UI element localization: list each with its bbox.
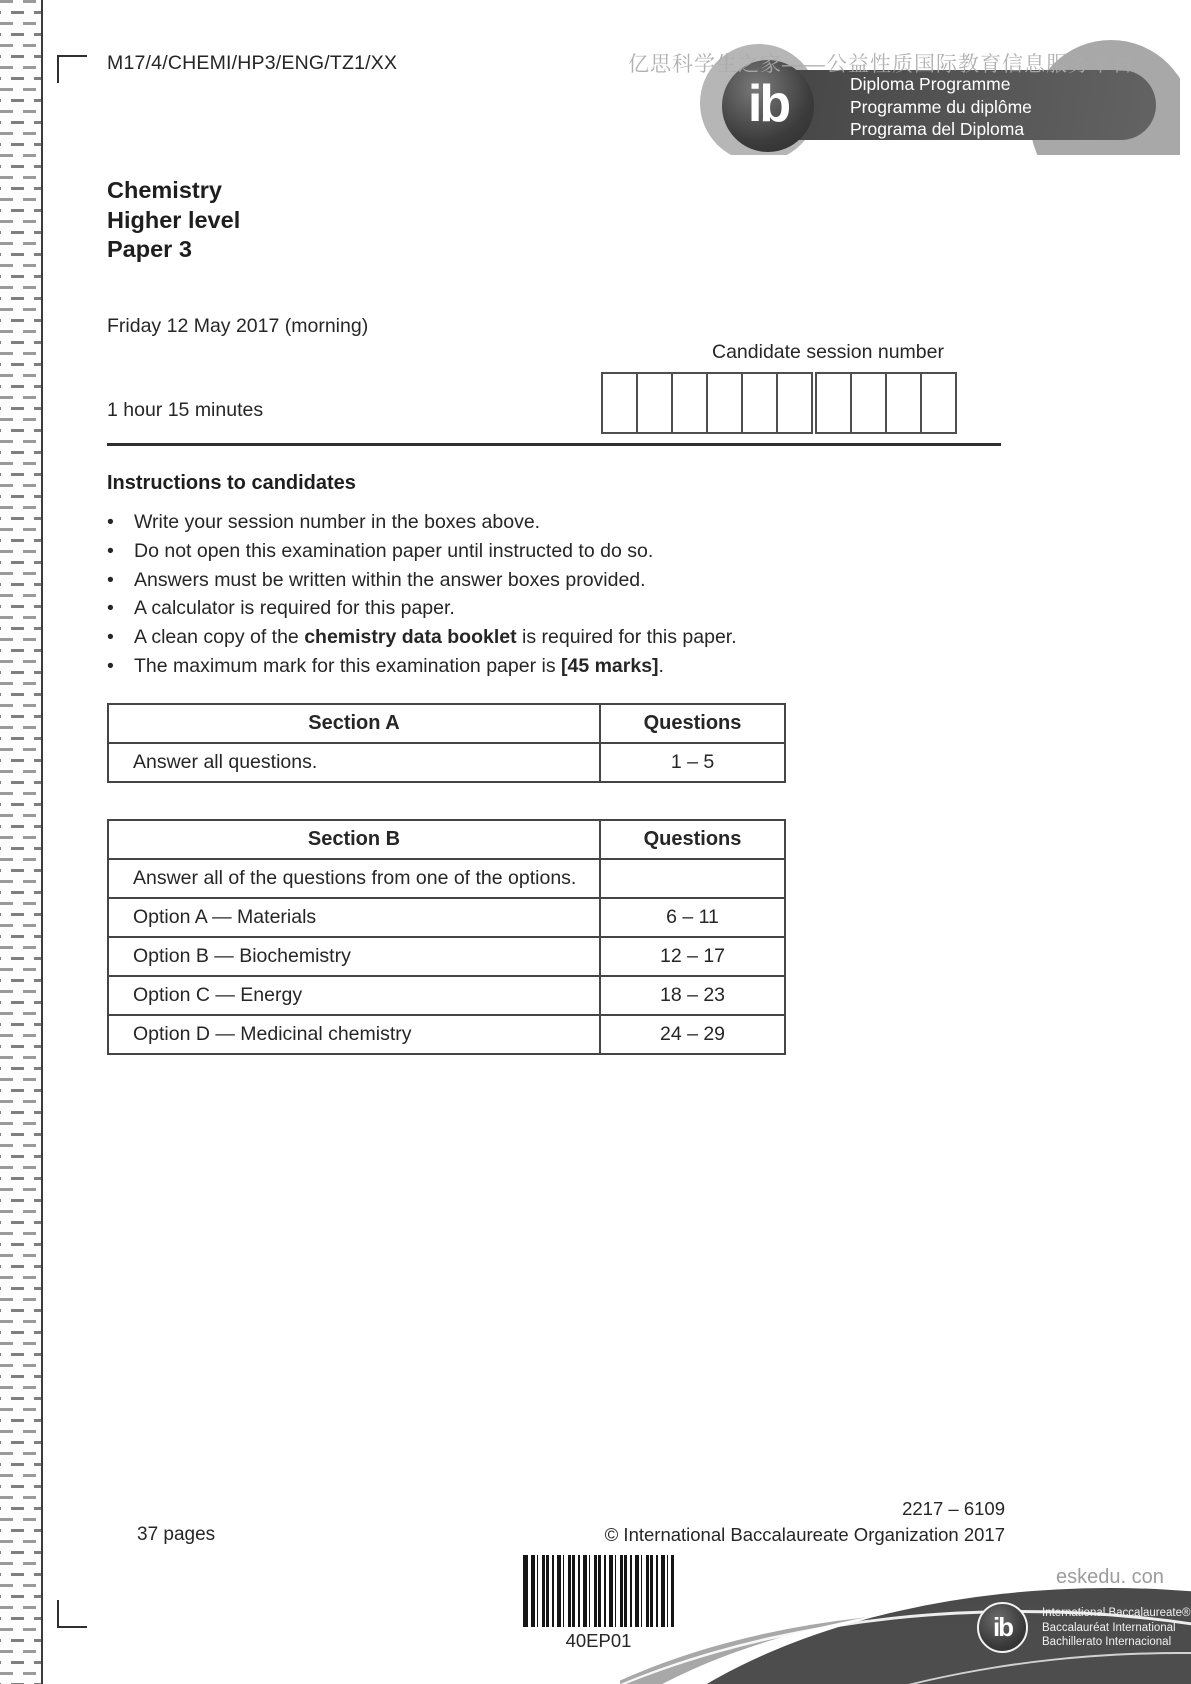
section-b-table xyxy=(107,819,786,1055)
table-row: Option B — Biochemistry 12 – 17 xyxy=(109,936,784,975)
session-digit-box[interactable] xyxy=(601,372,638,434)
questions-header: Questions xyxy=(599,705,784,742)
instructions-list xyxy=(107,508,867,681)
ib-footer-logo xyxy=(620,1560,1191,1684)
logo-line-es: Programa del Diploma xyxy=(850,119,1025,139)
table-header-row xyxy=(109,705,784,742)
section-a-header: Section A xyxy=(308,712,400,734)
logo-swoosh-banner xyxy=(770,70,1156,140)
title-level: Higher level xyxy=(107,206,241,233)
ib-monogram-icon: ib xyxy=(722,60,814,152)
watermark-chinese: 亿思科学生之家——公益性质国际教育信息服务平台 xyxy=(628,53,1134,76)
instruction-item: • The maximum mark for this examination paper is [45 marks]. xyxy=(107,652,867,681)
bullet-icon: • xyxy=(107,597,114,620)
bullet-icon: • xyxy=(107,539,114,562)
bullet-icon: • xyxy=(107,654,114,677)
title-subject: Chemistry xyxy=(107,177,222,203)
bullet-icon: • xyxy=(107,568,114,591)
section-b-header: Section B xyxy=(307,828,401,850)
barcode-label: 40EP01 xyxy=(565,1630,632,1651)
session-digit-box[interactable] xyxy=(850,372,887,434)
logo-line-fr: Programme du diplôme xyxy=(850,96,1032,117)
title-paper: Paper 3 xyxy=(107,236,192,262)
page-count: 37 pages xyxy=(137,1524,216,1545)
instruction-item: • A clean copy of the chemistry data booklet is required for this paper. xyxy=(107,623,867,652)
scan-edge-line xyxy=(41,0,43,1684)
table-row: Answer all questions. 1 – 5 xyxy=(109,742,784,781)
exam-date: Friday 12 May 2017 (morning) xyxy=(107,315,369,337)
table-row: Option D — Medicinal chemistry 24 – 29 xyxy=(109,1014,784,1053)
copyright-notice: © International Baccalaureate Organization 2017 xyxy=(604,1524,1005,1545)
bullet-icon: • xyxy=(107,511,114,533)
table-row: Option C — Energy 18 – 23 xyxy=(109,975,784,1014)
candidate-session-number-grid xyxy=(601,372,957,434)
table-row: Answer all of the questions from one of the options. xyxy=(109,858,784,897)
page-title xyxy=(107,176,240,265)
session-digit-box[interactable] xyxy=(636,372,673,434)
candidate-session-label: Candidate session number xyxy=(712,341,944,363)
logo-line-en: Diploma Programme xyxy=(850,74,1011,94)
session-digit-box[interactable] xyxy=(885,372,922,434)
table-row: Option A — Materials 6 – 11 xyxy=(109,897,784,936)
logo-line-fr: Baccalauréat International xyxy=(1042,1621,1176,1634)
session-digit-box[interactable] xyxy=(920,372,957,434)
instruction-item: • A calculator is required for this paper. xyxy=(107,594,867,623)
logo-line-es: Bachillerato Internacional xyxy=(1042,1636,1172,1648)
watermark-eskedu: eskedu. con xyxy=(1056,1566,1164,1588)
session-digit-box[interactable] xyxy=(671,372,708,434)
ib-monogram-icon: ib xyxy=(977,1602,1028,1653)
instructions-heading: Instructions to candidates xyxy=(107,472,356,494)
session-digit-box[interactable] xyxy=(706,372,743,434)
scan-edge-pattern xyxy=(0,0,41,1684)
reference-number: 2217 – 6109 xyxy=(902,1498,1005,1519)
instruction-item: • Do not open this examination paper until instructed to do so. xyxy=(107,537,867,566)
paper-code: M17/4/CHEMI/HP3/ENG/TZ1/XX xyxy=(107,52,398,74)
session-digit-box[interactable] xyxy=(776,372,813,434)
instruction-item: • Write your session number in the boxes above. xyxy=(107,508,867,537)
horizontal-rule xyxy=(107,443,1001,446)
crop-mark-top-left xyxy=(57,55,87,83)
logo-line-en: International Baccalaureate® xyxy=(1042,1607,1191,1619)
session-digit-box[interactable] xyxy=(741,372,778,434)
section-a-table xyxy=(107,703,786,783)
session-digit-box[interactable] xyxy=(815,372,852,434)
crop-mark-bottom-left xyxy=(57,1600,87,1628)
table-header-row xyxy=(109,821,784,858)
bullet-icon: • xyxy=(107,626,114,649)
questions-header: Questions xyxy=(599,821,784,858)
exam-duration: 1 hour 15 minutes xyxy=(107,399,264,421)
instruction-item: • Answers must be written within the answer boxes provided. xyxy=(107,566,867,595)
ib-footer-logo-text xyxy=(1042,1606,1190,1650)
